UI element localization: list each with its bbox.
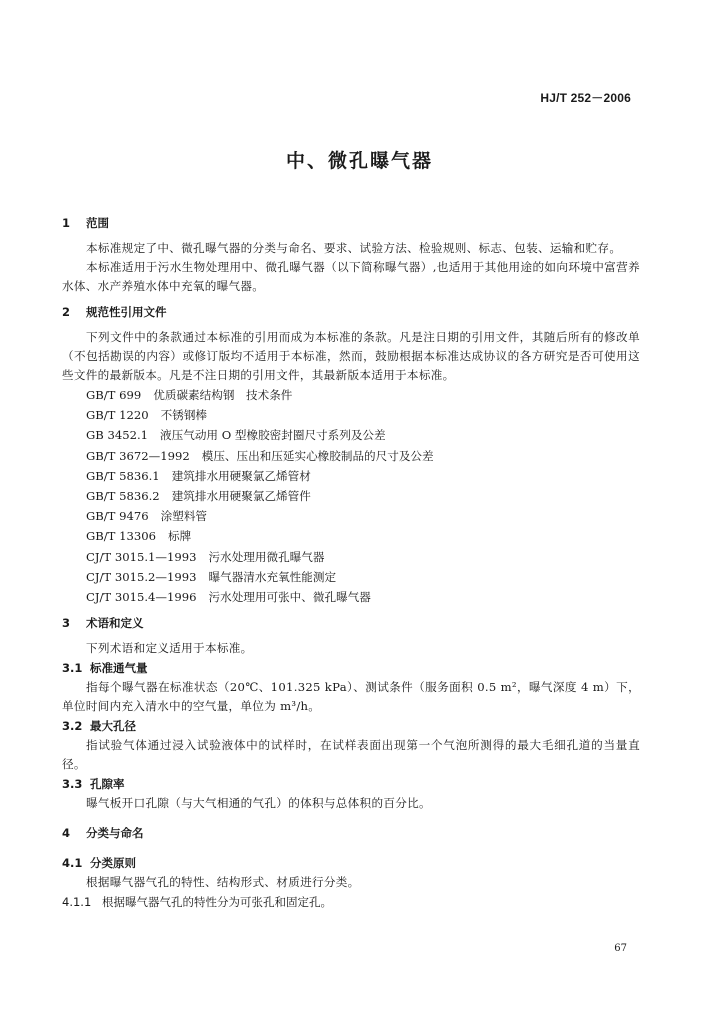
reference-title: 污水处理用微孔曝气器	[208, 549, 325, 564]
reference-code: CJ/T 3015.1—1993	[86, 549, 197, 564]
reference-title: 涂塑料管	[160, 509, 208, 524]
paragraph: 根据曝气器气孔的特性、结构形式、材质进行分类。	[86, 875, 360, 890]
page-title: 中、微孔曝气器	[285, 150, 433, 172]
document-body	[62, 213, 640, 912]
section-title: 术语和定义	[86, 616, 144, 631]
reference-code: CJ/T 3015.4—1996	[86, 589, 197, 604]
reference-code: GB/T 3672—1992	[86, 448, 190, 463]
section-number: 1	[62, 216, 71, 230]
reference-item	[62, 425, 640, 445]
reference-title: 液压气动用 O 型橡胶密封圈尺寸系列及公差	[160, 428, 386, 443]
subsection-title: 孔隙率	[90, 777, 125, 792]
reference-title: 标牌	[168, 529, 192, 544]
reference-item	[62, 446, 640, 466]
reference-code: GB/T 699	[86, 388, 142, 402]
reference-title: 污水处理用可张中、微孔曝气器	[208, 589, 371, 604]
paragraph: 指每个曝气器在标准状态（20℃、101.325 kPa）、测试条件（服务面积 0.5 m²，曝气深度 4 m）下，单位时间内充入清水中的空气量，单位为 m³/h。	[62, 680, 640, 714]
subsection-title: 分类原则	[90, 856, 136, 871]
section-scope	[62, 213, 640, 296]
reference-title: 建筑排水用硬聚氯乙烯管材	[171, 468, 311, 483]
reference-item	[62, 486, 640, 506]
section-heading	[62, 213, 640, 233]
paragraph: 下列术语和定义适用于本标准。	[86, 641, 253, 656]
subsection-heading	[62, 716, 640, 736]
subsection-number: 3.1	[62, 661, 83, 676]
paragraph: 本标准规定了中、微孔曝气器的分类与命名、要求、试验方法、检验规则、标志、包装、运输和贮存。	[86, 241, 622, 255]
reference-code: GB/T 1220	[86, 408, 149, 423]
section-heading	[62, 302, 640, 322]
subsection-heading	[62, 658, 640, 678]
reference-code: GB/T 13306	[86, 529, 156, 544]
reference-title: 不锈钢棒	[160, 408, 208, 423]
subsection-heading	[62, 774, 640, 794]
clause-number: 4.1.1	[62, 895, 92, 910]
subsection-title: 最大孔径	[90, 719, 136, 734]
reference-item	[62, 526, 640, 546]
section-title: 范围	[86, 216, 109, 230]
reference-item	[62, 405, 640, 425]
reference-item	[62, 567, 640, 587]
reference-title: 曝气器清水充氧性能测定	[208, 569, 337, 584]
reference-item	[62, 385, 640, 405]
reference-code: GB/T 5836.1	[86, 468, 160, 483]
reference-code: CJ/T 3015.2—1993	[86, 569, 197, 584]
document-code: HJ/T 252－2006	[540, 91, 631, 105]
subsection-heading	[62, 853, 640, 873]
reference-item	[62, 506, 640, 526]
section-classification-naming	[62, 823, 640, 912]
reference-list	[62, 385, 640, 607]
reference-title: 优质碳素结构钢 技术条件	[153, 388, 293, 402]
subsection-title: 标准通气量	[90, 661, 148, 676]
section-number: 3	[62, 616, 71, 631]
reference-item	[62, 587, 640, 607]
section-number: 4	[62, 826, 71, 841]
paragraph: 指试验气体通过浸入试验液体中的试样时，在试样表面出现第一个气泡所测得的最大毛细孔道的当量直径。	[62, 738, 640, 772]
section-heading	[62, 613, 640, 633]
reference-title: 模压、压出和压延实心橡胶制品的尺寸及公差	[201, 448, 434, 463]
paragraph: 本标准适用于污水生物处理用中、微孔曝气器（以下简称曝气器）,也适用于其他用途的如向环境中富营养水体、水产养殖水体中充氧的曝气器。	[62, 260, 640, 293]
reference-title: 建筑排水用硬聚氯乙烯管件	[171, 488, 311, 503]
paragraph: 曝气板开口孔隙（与大气相通的气孔）的体积与总体积的百分比。	[86, 796, 431, 811]
paragraph: 下列文件中的条款通过本标准的引用而成为本标准的条款。凡是注日期的引用文件，其随后所有的修改单（不包括勘误的内容）或修订版均不适用于本标准，然而，鼓励根据本标准达成协议的各方研究是否可使用这些文件的最新版本。凡是不注日期的引用文件，其最新版本适用于本标准。	[62, 330, 640, 382]
section-heading	[62, 823, 640, 843]
section-normative-references	[62, 302, 640, 607]
reference-code: GB 3452.1	[86, 428, 149, 443]
section-title: 分类与命名	[86, 826, 144, 841]
reference-item	[62, 466, 640, 486]
subsection-number: 3.2	[62, 719, 83, 734]
section-terms-definitions	[62, 613, 640, 813]
section-number: 2	[62, 305, 71, 319]
subsection-number: 4.1	[62, 856, 83, 871]
subsection-number: 3.3	[62, 777, 83, 792]
reference-code: GB/T 9476	[86, 509, 149, 524]
page-number: 67	[614, 943, 627, 954]
clause	[62, 892, 640, 912]
reference-code: GB/T 5836.2	[86, 488, 160, 503]
reference-item	[62, 547, 640, 567]
section-title: 规范性引用文件	[86, 305, 167, 319]
clause-text: 根据曝气器气孔的特性分为可张孔和固定孔。	[102, 895, 332, 910]
